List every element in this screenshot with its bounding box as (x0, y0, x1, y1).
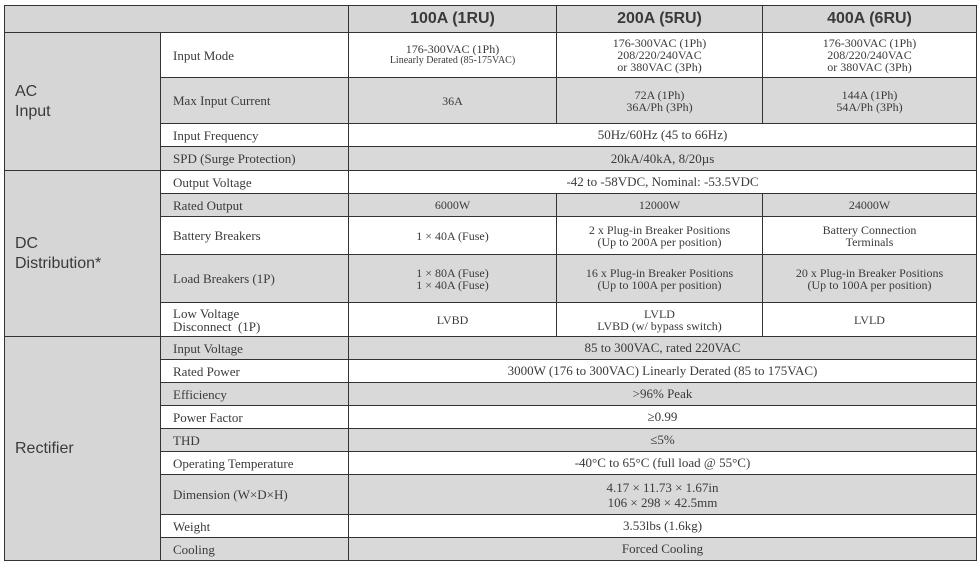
value-line: 176-300VAC (1Ph) (612, 36, 707, 50)
header-400a: 400A (6RU) (763, 6, 977, 33)
value-400a: 24000W (763, 194, 977, 217)
param-label: Rated Output (161, 194, 349, 217)
value-line: 2 x Plug-in Breaker Positions (588, 222, 731, 237)
value-line: 54A/Ph (3Ph) (836, 99, 903, 114)
param-label: Rated Power (161, 360, 349, 383)
value-line: Terminals (845, 234, 894, 249)
value-line: or 380VAC (3Ph) (827, 60, 912, 74)
header-100a: 100A (1RU) (349, 6, 557, 33)
param-label: Max Input Current (161, 78, 349, 124)
value-line: 4.17 × 11.73 × 1.67in (606, 479, 719, 495)
param-label: Input Frequency (161, 124, 349, 147)
value-line: 16 x Plug-in Breaker Positions (585, 265, 734, 280)
value-all: 85 to 300VAC, rated 220VAC (349, 337, 977, 360)
group-label-line: DC (15, 234, 39, 252)
group-label-line: AC (15, 82, 38, 100)
param-label: Weight (161, 515, 349, 538)
value-200a (557, 255, 763, 303)
group-ac-input (5, 33, 161, 171)
value-line: 208/220/240VAC (827, 48, 912, 62)
value-100a (349, 33, 557, 78)
value-line: 1 × 40A (Fuse) (416, 277, 489, 292)
value-200a (557, 303, 763, 337)
value-400a: LVLD (763, 303, 977, 337)
param-label: SPD (Surge Protection) (161, 147, 349, 171)
value-200a (557, 78, 763, 124)
value-line: Battery Connection (822, 222, 917, 237)
group-rectifier: Rectifier (5, 337, 161, 561)
param-label: Input Voltage (161, 337, 349, 360)
value-100a: 6000W (349, 194, 557, 217)
row-input-voltage (5, 337, 977, 360)
value-all: -42 to -58VDC, Nominal: -53.5VDC (349, 171, 977, 194)
header-200a: 200A (5RU) (557, 6, 763, 33)
group-label-line: Input (15, 102, 51, 120)
param-label: THD (161, 429, 349, 452)
value-100a: 36A (349, 78, 557, 124)
value-line: or 380VAC (3Ph) (617, 60, 702, 74)
value-line: (Up to 100A per position) (597, 277, 722, 292)
param-label: Power Factor (161, 406, 349, 429)
value-all: Forced Cooling (349, 538, 977, 561)
param-label (161, 303, 349, 337)
value-line: 176-300VAC (1Ph) (822, 36, 917, 50)
param-label: Output Voltage (161, 171, 349, 194)
value-line: Linearly Derated (85-175VAC) (389, 55, 516, 66)
group-dc-distribution (5, 171, 161, 337)
group-label-line: Distribution* (15, 254, 102, 272)
value-line: 144A (1Ph) (841, 87, 898, 102)
value-400a (763, 217, 977, 255)
value-all (349, 475, 977, 515)
value-100a: LVBD (349, 303, 557, 337)
value-line: 36A/Ph (3Ph) (626, 99, 693, 114)
value-400a (763, 78, 977, 124)
value-line: LVBD (w/ bypass switch) (597, 318, 722, 333)
value-400a (763, 33, 977, 78)
header-blank (5, 6, 349, 33)
value-line: 20 x Plug-in Breaker Positions (795, 265, 944, 280)
value-all: 50Hz/60Hz (45 to 66Hz) (349, 124, 977, 147)
row-input-mode (5, 33, 977, 78)
spec-table (4, 5, 977, 561)
value-100a (349, 255, 557, 303)
param-label: Cooling (161, 538, 349, 561)
param-line: Low Voltage (173, 305, 240, 321)
value-all: 3.53lbs (1.6kg) (349, 515, 977, 538)
param-label: Input Mode (161, 33, 349, 78)
value-all: 20kA/40kA, 8/20µs (349, 147, 977, 171)
param-label: Efficiency (161, 383, 349, 406)
value-all: -40°C to 65°C (full load @ 55°C) (349, 452, 977, 475)
value-line: (Up to 100A per position) (807, 277, 932, 292)
header-row (5, 6, 977, 33)
value-all: >96% Peak (349, 383, 977, 406)
value-line: 208/220/240VAC (617, 48, 702, 62)
value-line: 106 × 298 × 42.5mm (607, 494, 718, 510)
value-line: 176-300VAC (1Ph) (405, 42, 500, 56)
value-line: (Up to 200A per position) (597, 234, 722, 249)
value-200a (557, 217, 763, 255)
value-all: 3000W (176 to 300VAC) Linearly Derated (85 to 175VAC) (349, 360, 977, 383)
param-line: Disconnect (1P) (173, 318, 261, 334)
value-all: ≥0.99 (349, 406, 977, 429)
param-label: Load Breakers (1P) (161, 255, 349, 303)
param-label: Battery Breakers (161, 217, 349, 255)
value-200a: 12000W (557, 194, 763, 217)
value-line: 1 × 80A (Fuse) (416, 265, 489, 280)
param-label: Operating Temperature (161, 452, 349, 475)
value-200a (557, 33, 763, 78)
row-output-voltage (5, 171, 977, 194)
value-100a: 1 × 40A (Fuse) (349, 217, 557, 255)
value-line: LVLD (644, 306, 675, 321)
value-line: 72A (1Ph) (634, 87, 685, 102)
value-all: ≤5% (349, 429, 977, 452)
param-label: Dimension (W×D×H) (161, 475, 349, 515)
value-400a (763, 255, 977, 303)
